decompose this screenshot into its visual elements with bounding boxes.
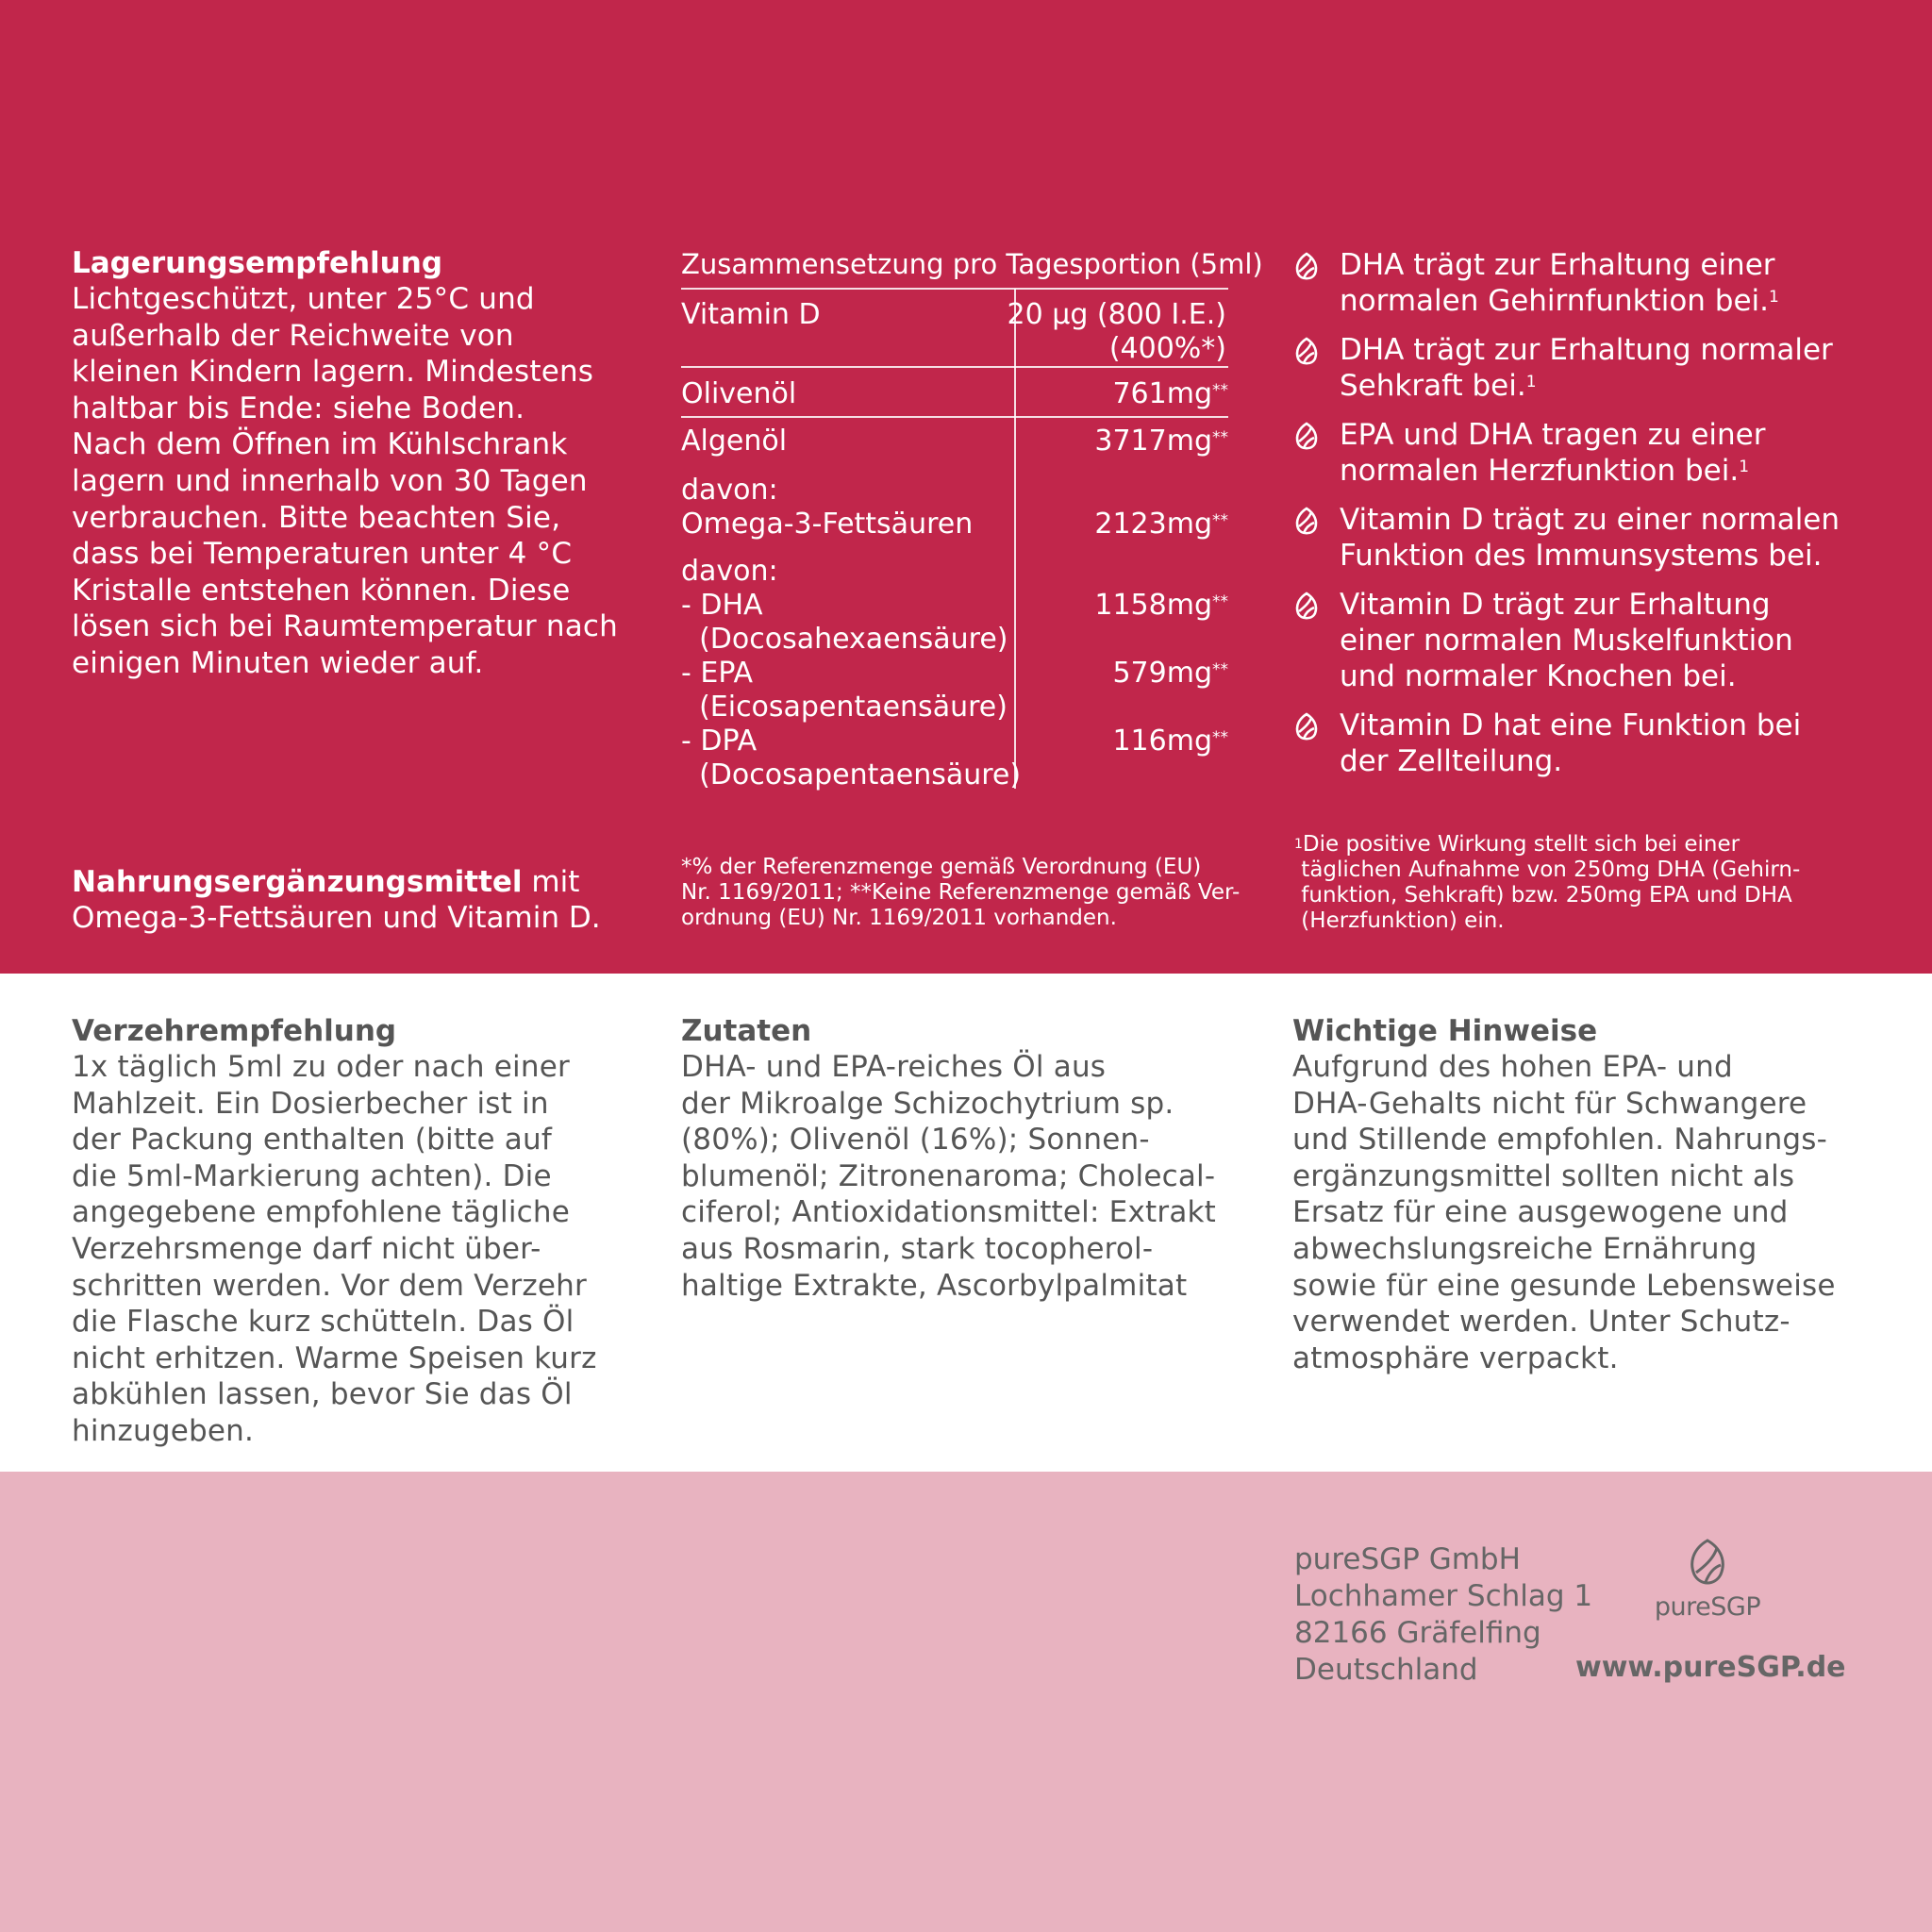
claim-footnote-mark: 1 <box>1769 288 1779 307</box>
table-rule <box>681 416 1228 418</box>
row-footnote-mark: ** <box>1212 428 1228 447</box>
row-label: Vitamin D <box>681 298 821 331</box>
row-footnote-mark: ** <box>1212 381 1228 400</box>
leaf-icon <box>1291 506 1323 538</box>
claim-text: Vitamin D trägt zur Erhaltung einer normalen Muskelfunktion und normaler Knochen bei. <box>1340 588 1793 693</box>
row-label-detail: (Eicosapentaensäure) <box>681 691 1008 724</box>
claim-text: DHA trägt zur Erhaltung einer normalen Gehirnfunktion bei. <box>1340 248 1775 318</box>
product-name: Nahrungsergänzungsmittel <box>72 865 523 899</box>
row-label-detail: (Docosahexaensäure) <box>681 623 1008 656</box>
row-value: 3717mg <box>1094 425 1212 458</box>
storage-section <box>72 245 638 682</box>
row-footnote-mark: ** <box>1212 511 1228 530</box>
ingredients-text: DHA- und EPA-reiches Öl aus der Mikroalge Schizochytrium sp. (80%); Olivenöl (16%); Sonnen- blumenöl; Zitronenaroma; Cholecal- ciferol; Antioxidationsmittel: Extrakt aus Rosmarin, stark tocopherol- haltige Extrakte, Ascorbylpalmitat <box>681 1050 1217 1303</box>
storage-text: Lichtgeschützt, unter 25°C und außerhalb der Reichweite von kleinen Kindern lagern. Mindestens haltbar bis Ende: siehe Boden. Nach dem Öffnen im Kühlschrank lagern und innerhalb von 30 Tagen verbrauchen. Bitte beachten Sie, dass bei Temperaturen unter 4 °C Kristalle entstehen können. Diese lösen sich bei Raumtemperatur nach einigen Minuten wieder auf. <box>72 282 618 680</box>
row-footnote-mark: ** <box>1212 728 1228 747</box>
row-label: - DPA <box>681 724 758 758</box>
composition-title: Zusammensetzung pro Tagesportion (5ml) <box>681 248 1263 280</box>
row-value: 2123mg <box>1094 508 1212 541</box>
claims-footnote-mark: 1 <box>1294 837 1303 852</box>
notes-text: Aufgrund des hohen EPA- und DHA-Gehalts nicht für Schwangere und Stillende empfohlen. Nahrungs- ergänzungsmittel sollten nicht als Ersatz für eine ausgewogene und abwechslungsreiche Ernährung sowie für eine gesunde Lebensweise verwendet werden. Unter Schutz- atmosphäre verpackt. <box>1292 1050 1836 1375</box>
row-label-detail: (Docosapentaensäure) <box>681 758 1022 791</box>
ingredients-heading: Zutaten <box>681 1014 812 1048</box>
notes-section <box>1292 1013 1836 1376</box>
table-rule <box>681 366 1228 368</box>
row-value: 20 µg (800 I.E.) <box>1007 298 1226 331</box>
table-column-rule <box>1014 289 1016 789</box>
product-name-suffix: mit <box>522 865 580 899</box>
leaf-icon <box>1291 711 1323 743</box>
storage-heading: Lagerungsempfehlung <box>72 246 443 280</box>
leaf-icon <box>1291 591 1323 623</box>
website-link[interactable]: www.pureSGP.de <box>1575 1651 1846 1684</box>
row-label-prefix: davon: <box>681 555 778 588</box>
row-label: - EPA <box>681 657 754 690</box>
product-description <box>72 864 657 936</box>
usage-text: 1x täglich 5ml zu oder nach einer Mahlzeit. Ein Dosierbecher ist in der Packung enthalten (bitte auf die 5ml-Markierung achten). Die angegebene empfohlene tägliche Verzehrsmenge darf nicht über- schritten werden. Vor dem Verzehr die Flasche kurz schütteln. Das Öl nicht erhitzen. Warme Speisen kurz abkühlen lassen, bevor Sie das Öl hinzugeben. <box>72 1050 597 1448</box>
claim-footnote-mark: 1 <box>1525 373 1537 391</box>
claim-text: EPA und DHA tragen zu einer normalen Herzfunktion bei. <box>1340 418 1766 488</box>
leaf-icon <box>1291 251 1323 283</box>
logo-wordmark: pureSGP <box>1654 1592 1761 1622</box>
claim-text: DHA trägt zur Erhaltung normaler Sehkraft bei. <box>1340 333 1833 403</box>
row-label: Algenöl <box>681 425 788 458</box>
row-value: 761mg <box>1112 377 1212 410</box>
claim-footnote-mark: 1 <box>1739 458 1750 476</box>
row-label: Omega-3-Fettsäuren <box>681 508 974 541</box>
leaf-icon <box>1291 421 1323 453</box>
usage-section <box>72 1013 597 1450</box>
claims-footnote-text: Die positive Wirkung stellt sich bei einer täglichen Aufnahme von 250mg DHA (Gehirn- funktion, Sehkraft) bzw. 250mg EPA und DHA (Herzfunktion) ein. <box>1301 832 1801 933</box>
composition-footnote: *% der Referenzmenge gemäß Verordnung (EU) Nr. 1169/2011; **Keine Referenzmenge gemäß Ver- ordnung (EU) Nr. 1169/2011 vorhanden. <box>681 855 1241 930</box>
row-value: 1158mg <box>1094 589 1212 622</box>
claims-footnote <box>1294 832 1800 934</box>
claim-text: Vitamin D hat eine Funktion bei der Zellteilung. <box>1340 708 1802 778</box>
row-footnote-mark: ** <box>1212 592 1228 611</box>
row-label-prefix: davon: <box>681 474 778 507</box>
claim-text: Vitamin D trägt zu einer normalen Funktion des Immunsystems bei. <box>1340 503 1840 573</box>
ingredients-section <box>681 1013 1216 1304</box>
usage-heading: Verzehrempfehlung <box>72 1014 397 1048</box>
row-label: - DHA <box>681 589 763 622</box>
notes-heading: Wichtige Hinweise <box>1292 1014 1598 1048</box>
middle-band <box>0 974 1932 1472</box>
row-value: 579mg <box>1112 657 1212 690</box>
row-value: 116mg <box>1112 724 1212 758</box>
row-footnote-mark: ** <box>1212 660 1228 679</box>
table-rule-top <box>681 288 1228 290</box>
row-value-percent: (400%*) <box>1108 332 1226 365</box>
leaf-icon <box>1291 336 1323 368</box>
company-address: pureSGP GmbH Lochhamer Schlag 1 82166 Gräfelfing Deutschland <box>1294 1542 1593 1687</box>
row-label: Olivenöl <box>681 377 797 410</box>
product-subline: Omega-3-Fettsäuren und Vitamin D. <box>72 901 601 935</box>
